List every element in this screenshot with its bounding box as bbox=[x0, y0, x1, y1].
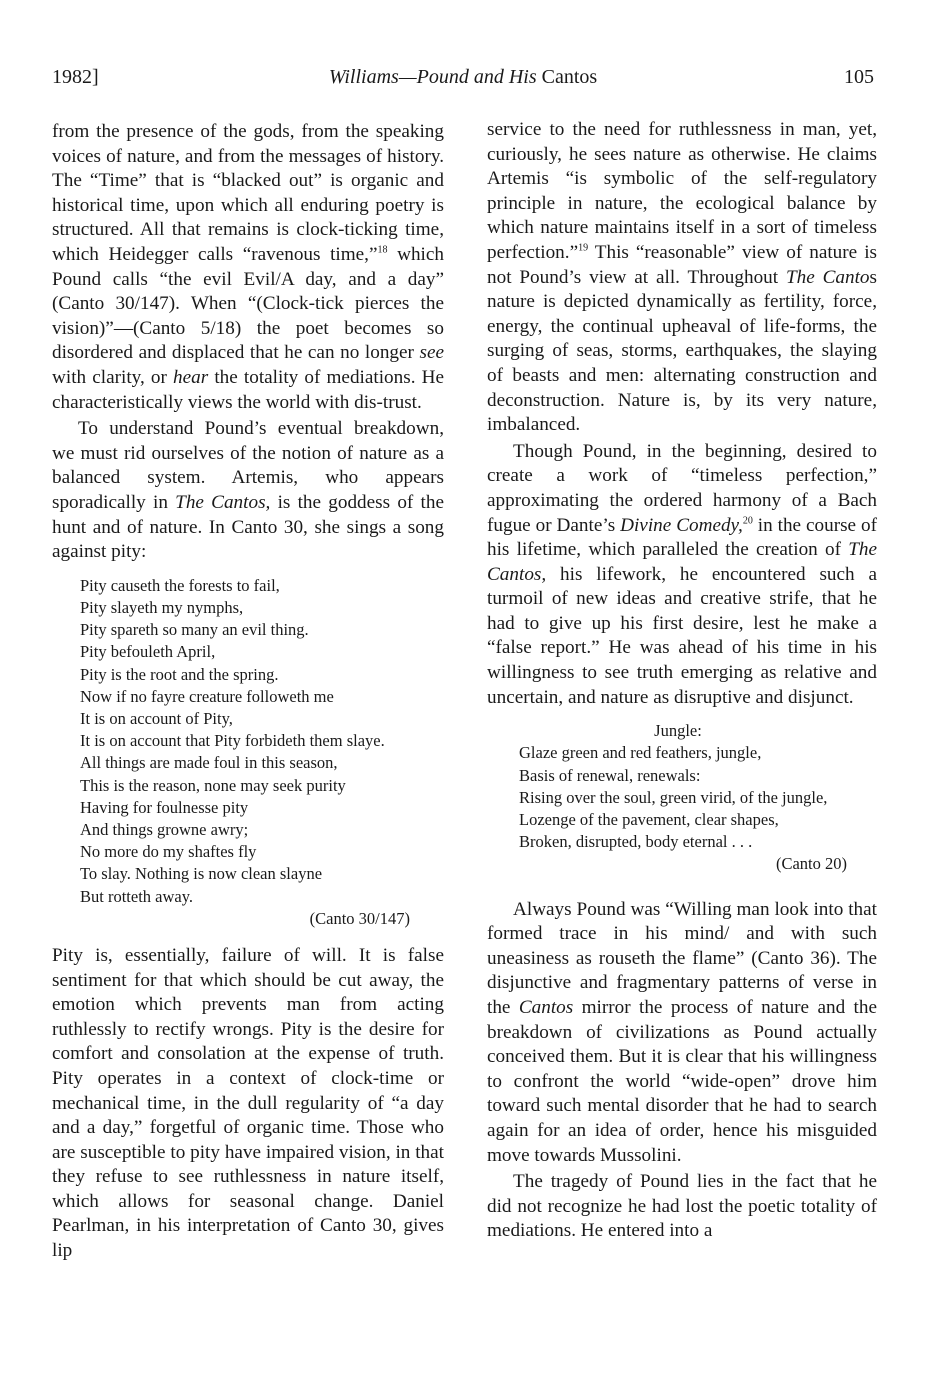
poem-line: All things are made foul in this season, bbox=[80, 753, 338, 773]
paragraph bbox=[52, 120, 444, 415]
right-column bbox=[487, 118, 877, 1244]
poem-line: Pity slayeth my nymphs, bbox=[80, 597, 244, 617]
work-title: Cantos bbox=[518, 997, 574, 1019]
text: To understand Pound’s eventual breakdown, we must rid ourselves of the notion of nature as a balanced system. Artemis, who appears sporadically in bbox=[52, 418, 444, 513]
poem-line: But rotteth away. bbox=[80, 886, 194, 906]
running-title bbox=[52, 66, 874, 89]
poem-heading: Jungle: bbox=[654, 721, 702, 741]
poem-line: Basis of renewal, renewals: bbox=[519, 765, 701, 785]
poem-line: Pity befouleth April, bbox=[80, 642, 216, 662]
poem-line: Pity causeth the forests to fail, bbox=[80, 575, 280, 595]
work-title: The Canto bbox=[785, 266, 870, 288]
poem-line: Rising over the soul, green virid, of the jungle, bbox=[519, 787, 828, 807]
poem-line: Pity is the root and the spring. bbox=[80, 664, 279, 684]
poem-citation: (Canto 30/147) bbox=[309, 908, 410, 928]
text: his lifework, he encountered such a turmoil of new ideas and creative strife, that he had to give up his first desire, lest he make a “false report.” He was ahead of his time in his willingness to see truth emerging as relative and uncertain, and nature as disruptive and disjunct. bbox=[487, 563, 877, 708]
paragraph: Pity is, essentially, failure of will. It is false sentiment for that which should be cut away, the emotion which prevents man from acting ruthlessly to rectify wrongs. Pity is the desire for comfort and consolation at the expense of truth. Pity operates in a context of clock-time or mechanical time, in the dull regularity of “a day and a day,” forgetful of organic time. Those who are susceptible to pity have impaired vision, in that they refuse to see ruthlessness in nature itself, which allows for seasonal change. Daniel Pearlman, in his interpretation of Canto 30, gives lip bbox=[52, 944, 444, 1262]
paragraph bbox=[52, 417, 444, 565]
poem-line: And things growne awry; bbox=[80, 819, 249, 839]
text: from the presence of the gods, from the speaking voices of nature, and from the messages of history. The “Time” that is “blacked out” is organic and historical time, upon which all enduring poetry is structured. All that remains is clock-ticking time, which Heidegger calls “ravenous time,” bbox=[52, 121, 444, 265]
emphasis: hear bbox=[173, 366, 209, 388]
poem-line: Glaze green and red feathers, jungle, bbox=[519, 743, 762, 763]
text: is the goddess of the hunt and of nature. In Canto 30, she sings a song against pity: bbox=[52, 491, 444, 563]
journal-year: 1982] bbox=[52, 66, 99, 88]
footnote-ref-20: 20 bbox=[742, 515, 753, 527]
poem-citation: (Canto 20) bbox=[775, 854, 847, 874]
paragraph bbox=[487, 898, 877, 1169]
text: Though Pound, in the beginning, desired to create a work of “timeless perfection,” approximating the ordered harmony of a Bach fugue or Dante’s bbox=[487, 440, 877, 536]
poem-line: No more do my shaftes fly bbox=[80, 842, 257, 862]
text: service to the need for ruthlessness in man, yet, curiously, he sees nature as otherwise. He claims Artemis “is symbolic of the self-regulatory principle in nature, the ecological balance by which nature maintains itself in a sort of timeless perfection.” bbox=[487, 119, 877, 263]
running-header bbox=[52, 66, 874, 96]
poem-line: This is the reason, none may seek purity bbox=[80, 775, 346, 795]
paragraph: The tragedy of Pound lies in the fact that he did not recognize he had lost the poetic totality of mediations. He entered into a bbox=[487, 1171, 877, 1242]
poem-line: Pity spareth so many an evil thing. bbox=[80, 620, 309, 640]
poem-line: Lozenge of the pavement, clear shapes, bbox=[519, 810, 779, 830]
text: mirror the process of nature and the breakdown of civilizations as Pound actually conceived them. But it is clear that his willingness to confront the world “wide-open” drove him toward such mental disorder that he had to search again for an idea of order, hence his misguided move towards Mussolini. bbox=[487, 997, 877, 1166]
emphasis: see bbox=[419, 342, 444, 364]
paragraph bbox=[487, 440, 877, 711]
page-number: 105 bbox=[844, 66, 874, 88]
poem-quote-canto-30 bbox=[80, 575, 444, 930]
poem-line: Broken, disrupted, body eternal . . . bbox=[519, 832, 753, 852]
footnote-ref-19: 19 bbox=[578, 242, 589, 254]
text: with clarity, or bbox=[52, 366, 174, 388]
text: s nature is depicted dynamically as fertility, force, energy, the continual upheaval of life-forms, the surging of seas, storms, earthquakes, the slaying of beasts and men: alternating construction and deconstruction. Nature is, by its very nature, imbalanced. bbox=[487, 266, 877, 436]
text: the totality of mediations. He characteristically views the world with dis-trust. bbox=[52, 366, 445, 413]
poem-line: It is on account that Pity forbideth them slaye. bbox=[80, 731, 385, 751]
poem-line: Now if no fayre creature followeth me bbox=[80, 686, 334, 706]
text: in the course of his lifetime, which paralleled the creation of bbox=[487, 514, 877, 561]
left-column bbox=[52, 120, 444, 1264]
paragraph bbox=[487, 118, 877, 438]
work-title: The Cantos, bbox=[487, 539, 877, 585]
poem-quote-canto-20 bbox=[519, 720, 877, 875]
running-title-work: Cantos bbox=[541, 66, 598, 88]
work-title: The Cantos, bbox=[175, 491, 271, 513]
poem-line: To slay. Nothing is now clean slayne bbox=[80, 864, 323, 884]
poem-line: Having for foulnesse pity bbox=[80, 797, 249, 817]
running-title-text: Williams—Pound and His bbox=[328, 66, 537, 88]
text: Always Pound was “Willing man look into that formed trace in his mind/ and with such uneasiness as rouseth the flame” (Canto 36). The disjunctive and fragmentary patterns of verse in the bbox=[487, 898, 877, 1019]
work-title: Divine Comedy, bbox=[620, 514, 743, 536]
footnote-ref-18: 18 bbox=[377, 244, 388, 256]
poem-line: It is on account of Pity, bbox=[80, 708, 233, 728]
text: which Pound calls “the evil Evil/A day, and a day” (Canto 30/147). When “(Clock-tick pierces the vision)”—(Canto 5/18) the poet becomes so disordered and displaced that he can no longer bbox=[52, 243, 444, 364]
text: This “reasonable” view of nature is not Pound’s view at all. Throughout bbox=[487, 241, 877, 288]
